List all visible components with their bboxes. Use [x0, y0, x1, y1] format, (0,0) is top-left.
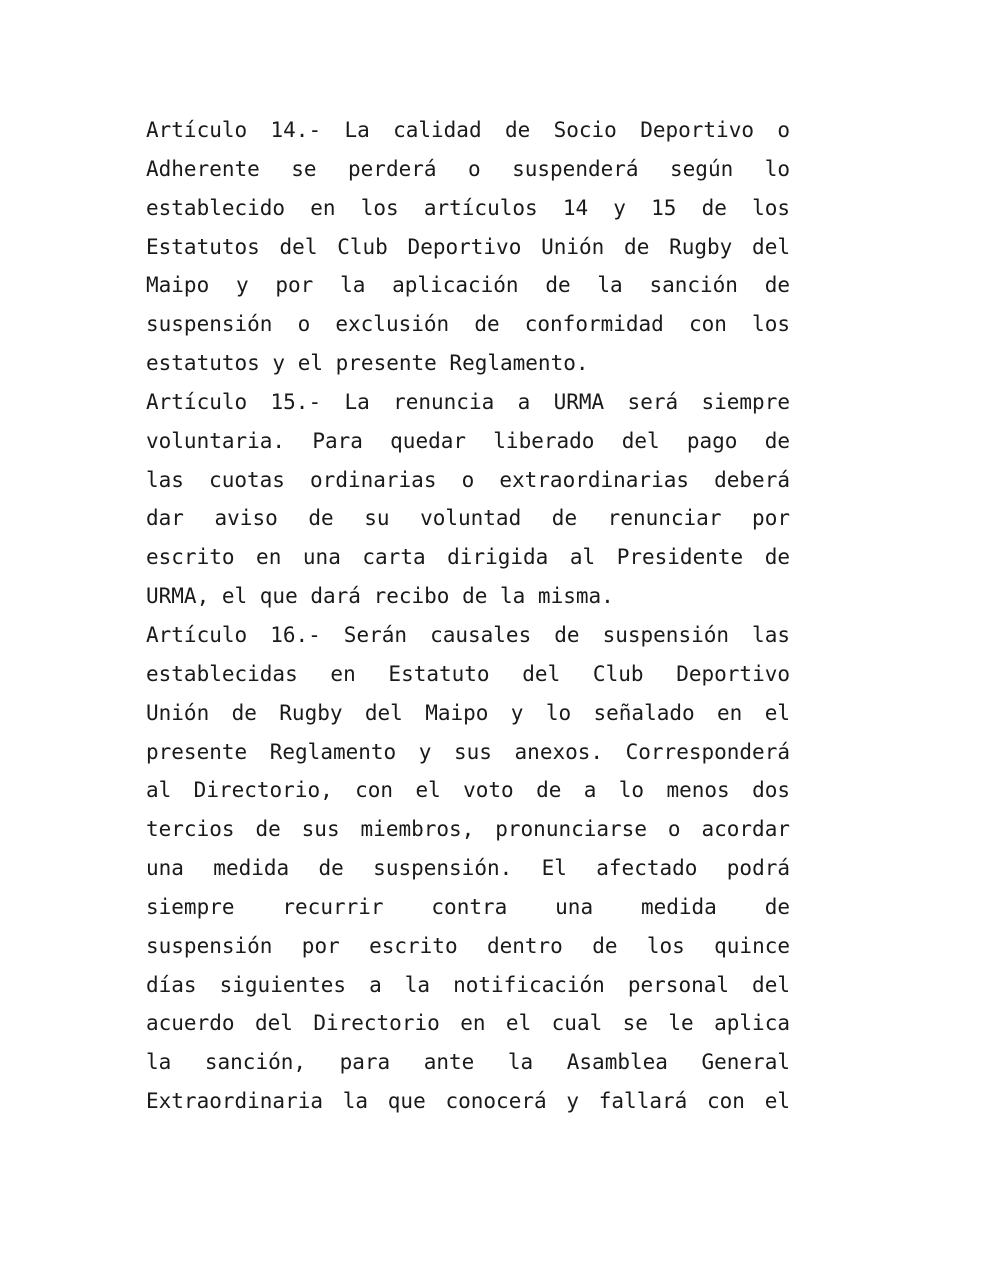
article-line: suspensión o exclusión de conformidad con los — [146, 312, 790, 337]
article-line: las cuotas ordinarias o extraordinarias deberá — [146, 467, 790, 492]
article-line: Maipo y por la aplicación de la sanción de — [146, 273, 790, 298]
article-line: tercios de sus miembros, pronunciarse o acordar — [146, 817, 790, 842]
article-14 — [146, 111, 790, 383]
article-line: estatutos y el presente Reglamento. — [146, 351, 589, 376]
article-line: Artículo 16.- Serán causales de suspensión las — [146, 622, 790, 647]
article-line: voluntaria. Para quedar liberado del pago de — [146, 428, 790, 453]
article-line: establecidas en Estatuto del Club Deportivo — [146, 661, 790, 686]
article-line: siempre recurrir contra una medida de — [146, 894, 790, 919]
document-body — [146, 111, 790, 1121]
article-15 — [146, 383, 790, 616]
article-line: días siguientes a la notificación personal del — [146, 972, 790, 997]
article-16 — [146, 616, 790, 1121]
article-line: una medida de suspensión. El afectado podrá — [146, 856, 790, 881]
article-line: dar aviso de su voluntad de renunciar por — [146, 506, 790, 531]
article-line: Adherente se perderá o suspenderá según lo — [146, 156, 790, 181]
article-line: escrito en una carta dirigida al Presidente de — [146, 545, 790, 570]
article-line: establecido en los artículos 14 y 15 de los — [146, 195, 790, 220]
article-line: acuerdo del Directorio en el cual se le aplica — [146, 1011, 790, 1036]
article-line: Unión de Rugby del Maipo y lo señalado en el — [146, 700, 790, 725]
article-line: suspensión por escrito dentro de los quince — [146, 933, 790, 958]
article-line: Extraordinaria la que conocerá y fallará con el — [146, 1089, 790, 1114]
article-line: la sanción, para ante la Asamblea General — [146, 1050, 790, 1075]
article-line: Estatutos del Club Deportivo Unión de Rugby del — [146, 234, 790, 259]
article-line: Artículo 14.- La calidad de Socio Deportivo o — [146, 118, 790, 142]
article-line: presente Reglamento y sus anexos. Corresponderá — [146, 739, 790, 764]
article-line: Artículo 15.- La renuncia a URMA será siempre — [146, 389, 790, 414]
article-line: URMA, el que dará recibo de la misma. — [146, 584, 614, 609]
article-line: al Directorio, con el voto de a lo menos dos — [146, 778, 790, 803]
